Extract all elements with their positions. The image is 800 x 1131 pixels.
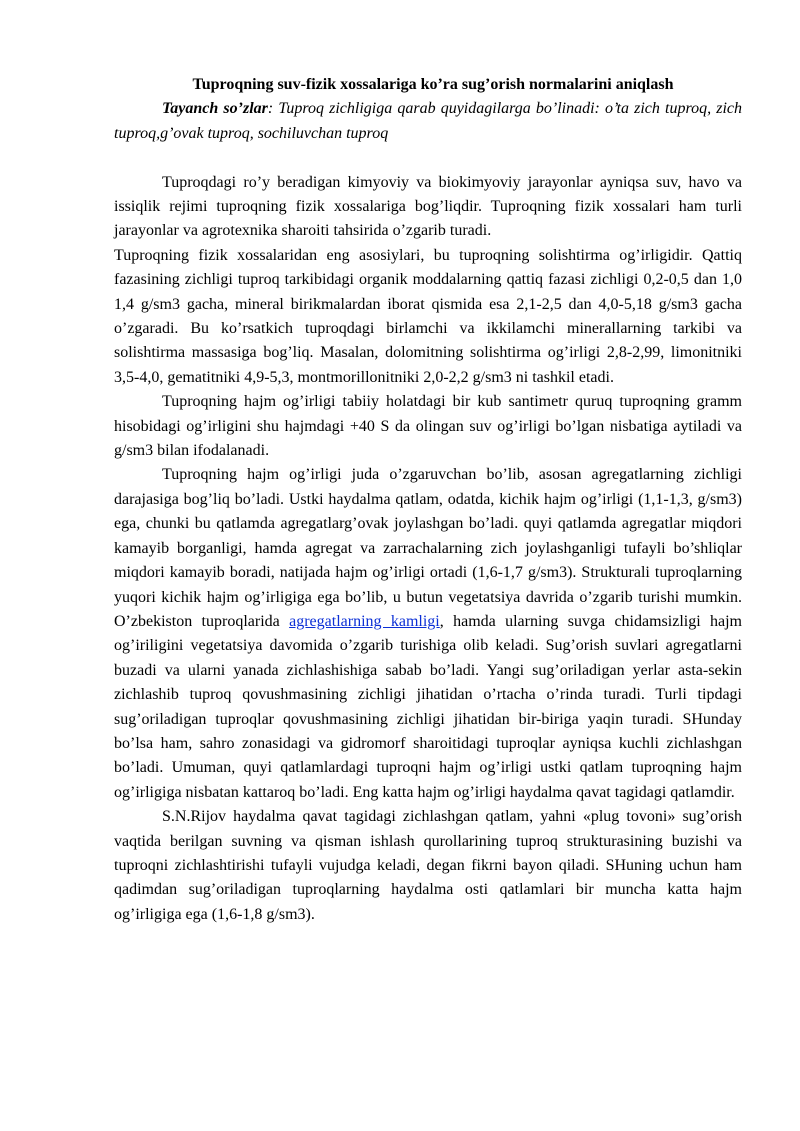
keywords-separator: :: [267, 100, 274, 118]
keywords-text: Tuproq zichligiga qarab quyidagilarga bo’linadi: o’ta zich tuproq, zich tuproq,g’ovak tuproq, sochiluvchan tuproq: [114, 100, 743, 142]
paragraph-2: Tuproqning fizik xossalaridan eng asosiylari, bu tuproqning solishtirma og’irligidir. Qattiq fazasining zichligi tuproq tarkibidagi organik moddalarning qattiq fazasi zichligi 0,2-0,5 dan 1,0 1,4 g/sm3 gacha, mineral birikmalardan iborat qismida esa 2,1-2,5 dan 4,0-5,18 g/sm3 gacha o’zgaradi. Bu ko’rsatkich tuproqdagi birlamchi va ikkilamchi minerallarning tarkibi va solishtirma massasiga bog’liq. Masalan, dolomitning solishtirma og’irligi 2,8-2,99, limonitniki 3,5-4,0, gematitniki 4,9-5,3, montmorillonitniki 2,0-2,2 g/sm3 ni tashkil etadi.: [114, 246, 742, 386]
blank-line: [114, 146, 742, 170]
paragraph-4-text-end: , hamda ularning suvga chidamsizligi hajm og’iriligini vegetatsiya davomida o’zgarib turishiga olib keladi. Sug’orish suvlari agregatlarni buzadi va ularni yanada zichlashishiga sabab bo’ladi. Yangi sug’oriladigan yerlar asta-sekin zichlashib tuproq qovushmasining zichligi jihatidan o’rtacha o’rinda turadi. Turli tipdagi sug’oriladigan tuproqlar qovushmasining zichligi jihatidan bir-biriga yaqin turadi. SHunday bo’lsa ham, sahro zonasidagi va gidromorf sharoitidagi tuproqlar ayniqsa kuchli zichlashgan bo’ladi. Umuman, quyi qatlamlardagi tuproqni hajm og’irligi ustki qatlam tuproqning hajm og’irligiga nisbatan kattaroq bo’ladi. Eng katta hajm og’irligi haydalma qavat tagidagi qatlamdir.: [114, 612, 742, 801]
paragraph-1: Tuproqdagi ro’y beradigan kimyoviy va biokimyoviy jarayonlar ayniqsa suv, havo va issiqlik rejimi tuproqning fizik xossalariga bog’liqdir. Tuproqning fizik xossalari ham turli jarayonlar va agrotexnika sharoiti tahsirida o’zgarib turadi.: [114, 173, 742, 240]
aggregates-link[interactable]: agregatlarning kamligi: [289, 612, 440, 630]
document-title: Tuproqning suv-fizik xossalariga ko’ra sug’orish normalarini aniqlash: [192, 76, 674, 93]
document-page: [114, 73, 742, 927]
paragraph-4-text-start: Tuproqning hajm og’irligi juda o’zgaruvchan bo’lib, asosan agregatlarning zichligi darajasiga bog’liq bo’ladi. Ustki haydalma qatlam, odatda, kichik hajm og’irligi (1,1-1,3, g/sm3) ega, chunki bu qatlamda agregatlarg’ovak joylashgan bo’ladi. quyi qatlamda agregatlar miqdori kamayib borganligi, hamda agregat va zarrachalarning zich joylashganligi tufayli bo’shliqlar miqdori kamayib boradi, natijada hajm og’irligi ortadi (1,6-1,7 g/sm3). Strukturali tuproqlarning yuqori kichik hajm og’irligiga ega bo’lib, u butun vegetatsiya davrida o’zgarib turishi mumkin. O’zbekiston tuproqlarida: [114, 466, 742, 630]
keywords-paragraph: [114, 97, 742, 146]
paragraph-4: [114, 463, 742, 805]
paragraph-5: S.N.Rijov haydalma qavat tagidagi zichlashgan qatlam, yahni «plug tovoni» sug’orish vaqtida berilgan suvning va qisman ishlash qurollarining tuproq strukturasining buzishi va tuproqni zichlashtirishi tufayli vujudga keladi, degan fikrni bayon qiladi. SHuning uchun ham qadimdan sug’oriladigan tuproqlarning haydalma osti qatlamlari bir muncha katta hajm og’irligiga ega (1,6-1,8 g/sm3).: [114, 808, 742, 923]
keywords-label: Tayanch so’zlar: [162, 100, 268, 118]
paragraph-3: Tuproqning hajm og’irligi tabiiy holatdagi bir kub santimetr quruq tuproqning gramm hisobidagi og’irligini shu hajmdagi +40 S da olingan suv og’irligi bo’lgan nisbatiga aytiladi va g/sm3 bilan ifodalanadi.: [114, 393, 742, 460]
